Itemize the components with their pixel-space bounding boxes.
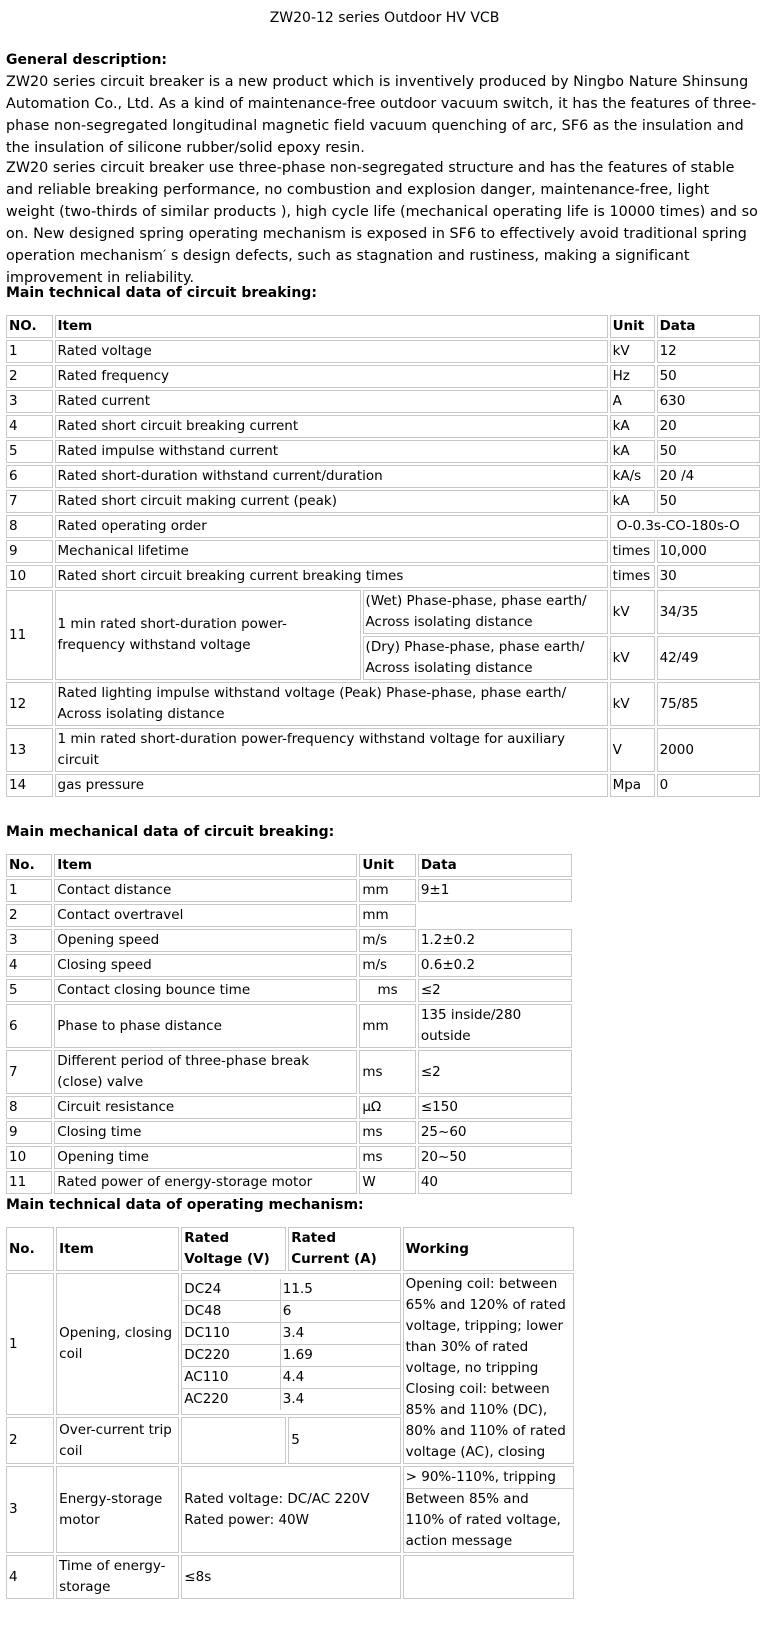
cell-data: 135 inside/280 outside <box>418 1004 572 1048</box>
cell-item: Closing speed <box>54 954 357 977</box>
cell-item: Energy-storage motor <box>56 1466 179 1553</box>
cell-item: Contact closing bounce time <box>54 979 357 1002</box>
header-no: No. <box>6 854 52 877</box>
cell-item: Rated frequency <box>55 365 608 388</box>
cell-no: 3 <box>6 1466 54 1553</box>
cell-no: 13 <box>6 728 53 772</box>
cell-no: 2 <box>6 1417 54 1464</box>
cell-unit: μΩ <box>359 1096 416 1119</box>
table-row <box>6 1146 572 1169</box>
cell-no: 2 <box>6 365 53 388</box>
table-row <box>6 465 760 488</box>
cell-no: 1 <box>6 340 53 363</box>
cell-data: 34/35 <box>657 590 760 634</box>
cell-subitem: (Dry) Phase-phase, phase earth/ Across isolating distance <box>363 636 608 680</box>
table-row <box>6 1466 574 1553</box>
cell-unit: W <box>359 1171 416 1194</box>
table-row <box>6 1004 572 1048</box>
cell-no: 6 <box>6 1004 52 1048</box>
cell-working: Opening coil: between 65% and 120% of rated voltage, tripping; lower than 30% of rated voltage, no tripping Closing coil: between 85% and 110% (DC), 80% and 110% of rated voltage (AC), closing <box>403 1273 574 1464</box>
cell-working <box>403 1555 574 1599</box>
cell-unit: times <box>610 565 655 588</box>
cell-item: Rated short circuit breaking current <box>55 415 608 438</box>
cell-unit: A <box>610 390 655 413</box>
table-row <box>6 565 760 588</box>
operating-mechanism-table <box>4 1225 576 1601</box>
cell-data: 30 <box>657 565 760 588</box>
cell-no: 10 <box>6 565 53 588</box>
cell-voltage: DC110 <box>182 1322 280 1344</box>
operating-mechanism-heading: Main technical data of operating mechanism: <box>6 1197 364 1213</box>
cell-no: 4 <box>6 1555 54 1599</box>
header-working: Working <box>403 1227 574 1271</box>
cell-subitem: (Wet) Phase-phase, phase earth/ Across isolating distance <box>363 590 608 634</box>
cell-voltage: AC220 <box>182 1388 280 1410</box>
cell-unit: ms <box>359 1050 416 1094</box>
table-row <box>6 1121 572 1144</box>
cell-item: Rated voltage <box>55 340 608 363</box>
table-row <box>6 879 572 902</box>
cell-item: Rated short-duration withstand current/duration <box>55 465 608 488</box>
cell-data: 20~50 <box>418 1146 572 1169</box>
cell-data: 630 <box>657 390 760 413</box>
general-description-heading: General description: <box>6 52 168 68</box>
cell-item: Phase to phase distance <box>54 1004 357 1048</box>
table-row <box>6 1273 574 1415</box>
cell-no: 5 <box>6 440 53 463</box>
cell-current: 3.4 <box>280 1322 399 1344</box>
cell-data <box>418 904 572 927</box>
circuit-breaking-table <box>4 313 762 799</box>
cell-unit: kV <box>610 590 655 634</box>
cell-no: 7 <box>6 1050 52 1094</box>
cell-data: 50 <box>657 365 760 388</box>
table-row <box>6 929 572 952</box>
cell-item: Rated power of energy-storage motor <box>54 1171 357 1194</box>
cell-data: ≤2 <box>418 979 572 1002</box>
cell-no: 5 <box>6 979 52 1002</box>
cell-item: Rated current <box>55 390 608 413</box>
circuit-breaking-heading: Main technical data of circuit breaking: <box>6 285 317 301</box>
cell-data: 20 <box>657 415 760 438</box>
cell-unit: ms <box>359 1146 416 1169</box>
cell-item: Rated lighting impulse withstand voltage (Peak) Phase-phase, phase earth/ Across isolating distance <box>55 682 608 726</box>
cell-unit: kA/s <box>610 465 655 488</box>
cell-item: 1 min rated short-duration power-frequency withstand voltage <box>55 590 361 680</box>
motor-working: Between 85% and 110% of rated voltage, action message <box>405 1491 561 1549</box>
cell-item: Rated operating order <box>55 515 608 538</box>
cell-working <box>403 1466 574 1553</box>
voltage-current-subtable <box>182 1279 399 1410</box>
cell-item: Rated short circuit making current (peak) <box>55 490 608 513</box>
cell-voltage <box>181 1417 286 1464</box>
cell-data: 42/49 <box>657 636 760 680</box>
cell-unit: kV <box>610 682 655 726</box>
table-row <box>6 490 760 513</box>
cell-data: 2000 <box>657 728 760 772</box>
cell-voltage: AC110 <box>182 1366 280 1388</box>
header-item: Item <box>55 315 608 338</box>
cell-no: 12 <box>6 682 53 726</box>
cell-unit: ms <box>359 979 416 1002</box>
cell-data: 25~60 <box>418 1121 572 1144</box>
cell-item: Contact overtravel <box>54 904 357 927</box>
cell-item: Opening, closing coil <box>56 1273 179 1415</box>
cell-no: 3 <box>6 390 53 413</box>
cell-no: 2 <box>6 904 52 927</box>
cell-data: 75/85 <box>657 682 760 726</box>
table-row <box>6 365 760 388</box>
table-row <box>6 904 572 927</box>
cell-unit: ms <box>359 1121 416 1144</box>
mechanical-data-table <box>4 852 574 1196</box>
cell-unit: mm <box>359 879 416 902</box>
table-header-row <box>6 854 572 877</box>
voltage-current-pairs <box>181 1273 400 1415</box>
motor-rated-voltage: Rated voltage: DC/AC 220V <box>184 1490 370 1507</box>
table-row <box>6 1555 574 1599</box>
header-data: Data <box>657 315 760 338</box>
header-no: No. <box>6 1227 54 1271</box>
over-current-working: > 90%-110%, tripping <box>404 1467 573 1489</box>
cell-data: 50 <box>657 440 760 463</box>
table-header-row <box>6 315 760 338</box>
cell-item: Mechanical lifetime <box>55 540 608 563</box>
cell-data: O-0.3s-CO-180s-O <box>610 515 760 538</box>
table-row <box>6 1171 572 1194</box>
cell-item: Rated short circuit breaking current breaking times <box>55 565 608 588</box>
header-no: NO. <box>6 315 53 338</box>
cell-no: 11 <box>6 590 53 680</box>
cell-current: 3.4 <box>282 1390 305 1407</box>
cell-voltage: DC220 <box>182 1344 280 1366</box>
cell-current: 6 <box>280 1300 399 1322</box>
cell-current: 11.5 <box>280 1279 399 1301</box>
header-data: Data <box>418 854 572 877</box>
cell-data: 50 <box>657 490 760 513</box>
cell-voltage: DC48 <box>182 1300 280 1322</box>
general-paragraph-1: ZW20 series circuit breaker is a new product which is inventively produced by Ningbo Nature Shinsung Automation Co., Ltd. As a kind of maintenance-free outdoor vacuum switch, it has the features of three-phase non-segregated longitudinal magnetic field vacuum quenching of arc, SF6 as the insulation and the insulation of silicone rubber/solid epoxy resin. <box>6 74 757 156</box>
cell-unit: kV <box>610 636 655 680</box>
cell-no: 9 <box>6 1121 52 1144</box>
table-row <box>6 954 572 977</box>
table-row <box>6 774 760 797</box>
cell-unit: kV <box>610 340 655 363</box>
table-row <box>6 728 760 772</box>
header-unit: Unit <box>610 315 655 338</box>
cell-spec <box>181 1466 400 1553</box>
cell-unit: Mpa <box>610 774 655 797</box>
cell-item: gas pressure <box>55 774 608 797</box>
cell-no: 1 <box>6 879 52 902</box>
cell-no: 4 <box>6 415 53 438</box>
cell-data: 10,000 <box>657 540 760 563</box>
cell-item: Rated impulse withstand current <box>55 440 608 463</box>
cell-data: 0.6±0.2 <box>418 954 572 977</box>
table-row <box>6 1096 572 1119</box>
table-row <box>6 415 760 438</box>
cell-data: 1.2±0.2 <box>418 929 572 952</box>
cell-unit: kA <box>610 490 655 513</box>
cell-no: 11 <box>6 1171 52 1194</box>
cell-data: 40 <box>418 1171 572 1194</box>
cell-unit: mm <box>359 1004 416 1048</box>
header-unit: Unit <box>359 854 416 877</box>
table-row <box>6 340 760 363</box>
cell-no: 9 <box>6 540 53 563</box>
cell-current: 5 <box>288 1417 400 1464</box>
cell-no: 1 <box>6 1273 54 1415</box>
table-row <box>6 1050 572 1094</box>
header-rated-current: Rated Current (A) <box>288 1227 400 1271</box>
cell-data: 12 <box>657 340 760 363</box>
cell-item: Over-current trip coil <box>56 1417 179 1464</box>
cell-no: 8 <box>6 1096 52 1119</box>
cell-item: Different period of three-phase break (close) valve <box>54 1050 357 1094</box>
cell-current: 4.4 <box>280 1366 399 1388</box>
cell-item: Circuit resistance <box>54 1096 357 1119</box>
cell-unit: m/s <box>359 954 416 977</box>
cell-no: 14 <box>6 774 53 797</box>
cell-data: 0 <box>657 774 760 797</box>
cell-unit: kA <box>610 440 655 463</box>
cell-no: 4 <box>6 954 52 977</box>
cell-value: ≤8s <box>181 1555 400 1599</box>
cell-no: 10 <box>6 1146 52 1169</box>
cell-item: Time of energy-storage <box>56 1555 179 1599</box>
cell-data: 9±1 <box>418 879 572 902</box>
cell-no: 7 <box>6 490 53 513</box>
cell-unit: times <box>610 540 655 563</box>
cell-no: 6 <box>6 465 53 488</box>
cell-item: Opening speed <box>54 929 357 952</box>
cell-data: ≤2 <box>418 1050 572 1094</box>
cell-unit: m/s <box>359 929 416 952</box>
table-row <box>6 682 760 726</box>
cell-unit: V <box>610 728 655 772</box>
cell-item: 1 min rated short-duration power-frequency withstand voltage for auxiliary circuit <box>55 728 608 772</box>
table-row <box>6 515 760 538</box>
cell-item: Contact distance <box>54 879 357 902</box>
table-row <box>6 590 760 634</box>
header-item: Item <box>54 854 357 877</box>
mechanical-data-heading: Main mechanical data of circuit breaking: <box>6 824 335 840</box>
table-header-row <box>6 1227 574 1271</box>
table-row <box>6 440 760 463</box>
cell-data: 20 /4 <box>657 465 760 488</box>
cell-no: 8 <box>6 515 53 538</box>
motor-rated-power: Rated power: 40W <box>184 1511 309 1528</box>
general-paragraph-2: ZW20 series circuit breaker use three-phase non-segregated structure and has the features of stable and reliable breaking performance, no combustion and explosion danger, maintenance-free, light weight (two-thirds of similar products ), high cycle life (mechanical operating life is 10000 times) and so on. New designed spring operating mechanism is exposed in SF6 to effectively avoid traditional spring operation mechanism′ s design defects, such as stagnation and rustiness, making a significant improvement in reliability. <box>6 160 758 286</box>
cell-current: 1.69 <box>280 1344 399 1366</box>
cell-voltage: DC24 <box>182 1279 280 1301</box>
cell-unit: mm <box>359 904 416 927</box>
cell-no: 3 <box>6 929 52 952</box>
cell-item: Closing time <box>54 1121 357 1144</box>
cell-item: Opening time <box>54 1146 357 1169</box>
header-item: Item <box>56 1227 179 1271</box>
cell-unit: kA <box>610 415 655 438</box>
cell-data: ≤150 <box>418 1096 572 1119</box>
page-title: ZW20-12 series Outdoor HV VCB <box>269 10 500 26</box>
table-row <box>6 540 760 563</box>
cell-unit: Hz <box>610 365 655 388</box>
header-rated-voltage: Rated Voltage (V) <box>181 1227 286 1271</box>
table-row <box>6 979 572 1002</box>
table-row <box>6 390 760 413</box>
